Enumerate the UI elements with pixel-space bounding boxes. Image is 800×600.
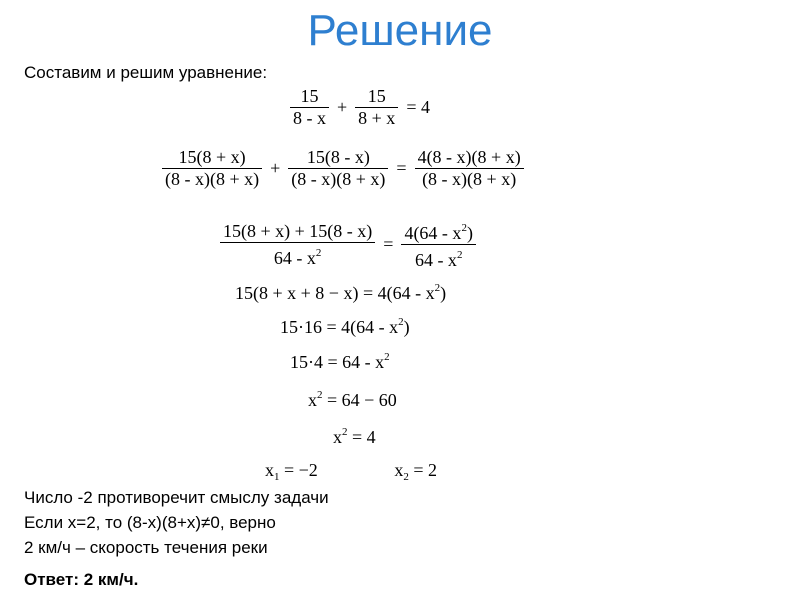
equation-4 [235, 282, 446, 304]
equation-text: 15·16 = 4(64 - x [280, 317, 399, 337]
slide-title: Решение [307, 6, 493, 55]
equation-rhs: = 64 − 60 [322, 390, 397, 410]
exponent: 2 [456, 249, 463, 261]
answer-text: Ответ: 2 км/ч. [24, 570, 139, 589]
exponent: 2 [384, 351, 390, 363]
fraction [162, 147, 262, 190]
right-side: = 4 [406, 97, 430, 117]
root-value: = −2 [279, 460, 318, 480]
denominator-text: 64 - x [273, 247, 316, 268]
numerator: 15 [290, 86, 329, 108]
fraction [290, 86, 329, 129]
numerator: 4(8 - x)(8 + x) [415, 147, 524, 169]
intro-text: Составим и решим уравнение: [24, 63, 268, 82]
equation-rhs: = 4 [347, 427, 376, 447]
conclusion-line-1: Число -2 противоречит смыслу задачи [24, 488, 329, 507]
equation-text: 15(8 + x + 8 − x) = 4(64 - x [235, 283, 435, 303]
numerator: 15(8 + x) [162, 147, 262, 169]
equation-5 [280, 316, 410, 338]
conclusion-line-2: Если x=2, то (8-x)(8+x)≠0, верно [24, 513, 276, 532]
exponent: 2 [461, 222, 467, 234]
equation-text: x [308, 390, 317, 410]
equation-roots [265, 460, 437, 483]
equation-8 [333, 426, 376, 448]
fraction [415, 147, 524, 190]
exponent: 2 [317, 389, 323, 401]
numerator [401, 218, 476, 245]
denominator: (8 - x)(8 + x) [422, 169, 517, 189]
denominator [401, 245, 476, 271]
denominator: (8 - x)(8 + x) [165, 169, 260, 189]
fraction [401, 218, 476, 271]
equation-text: x [333, 427, 342, 447]
numerator-text: 4(64 - x [404, 223, 462, 243]
numerator-close: ) [466, 223, 473, 243]
equation-6 [290, 351, 390, 373]
denominator [220, 243, 375, 269]
operator: + [270, 158, 281, 178]
fraction [355, 86, 398, 129]
numerator: 15 [355, 86, 398, 108]
exponent: 2 [398, 316, 404, 328]
variable: x [265, 460, 274, 480]
equation-2 [160, 147, 526, 190]
exponent: 2 [342, 426, 348, 438]
numerator: 15(8 + x) + 15(8 - x) [220, 221, 375, 243]
fraction [288, 147, 388, 190]
operator: + [337, 97, 348, 117]
operator: = [396, 158, 407, 178]
denominator-text: 64 - x [414, 250, 457, 270]
equation-close: ) [440, 283, 447, 303]
equation-close: ) [403, 317, 410, 337]
subscript: 2 [403, 471, 409, 483]
denominator: (8 - x)(8 + x) [291, 169, 386, 189]
numerator: 15(8 - x) [288, 147, 388, 169]
operator: = [383, 234, 394, 254]
exponent: 2 [434, 282, 441, 294]
equation-1 [288, 86, 436, 129]
equation-text: 15·4 = 64 - x [290, 352, 385, 372]
exponent: 2 [315, 246, 322, 259]
equation-3 [218, 218, 478, 271]
denominator: 8 + x [358, 108, 396, 128]
root-2 [394, 460, 437, 483]
denominator: 8 - x [293, 108, 326, 128]
variable: x [394, 460, 404, 480]
root-1 [265, 460, 318, 483]
equation-7 [308, 389, 397, 411]
subscript: 1 [274, 471, 280, 483]
fraction [220, 221, 375, 269]
conclusion-line-3: 2 км/ч – скорость течения реки [24, 538, 268, 557]
root-value: = 2 [408, 460, 437, 480]
